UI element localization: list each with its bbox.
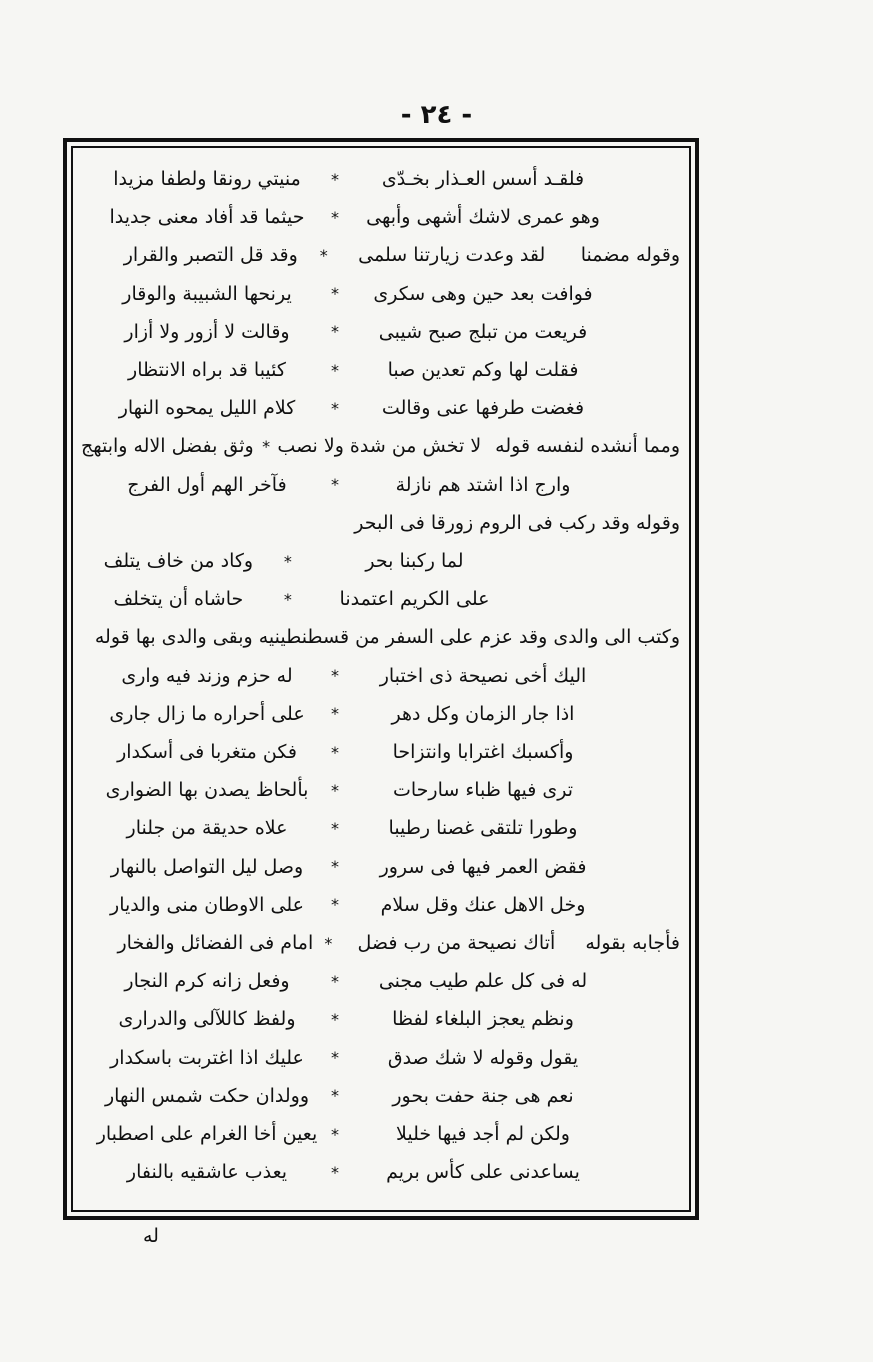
- text-line: [80, 771, 680, 809]
- verse-separator-star: *: [331, 895, 339, 915]
- introduction-text: فأجابه بقوله: [585, 932, 680, 954]
- verse-separator-star: *: [324, 933, 333, 953]
- verse-second-hemistich: فكن متغربا فى أسكدار: [117, 741, 297, 763]
- verse-separator-star: *: [331, 742, 339, 762]
- verse-second-hemistich: وقد قل التصبر والقرار: [123, 244, 298, 267]
- verse-second-hemistich: حاشاه أن يتخلف: [113, 588, 244, 611]
- text-line: [80, 236, 680, 274]
- text-line: [80, 275, 680, 313]
- verse-separator-star: *: [331, 475, 339, 495]
- prose-line: وقوله وقد ركب فى الروم زورقا فى البحر: [354, 511, 680, 534]
- verse-first-hemistich: فغضت طرفها عنى وقالت: [381, 397, 585, 420]
- verse-second-hemistich: كلام الليل يمحوه النهار: [118, 397, 296, 420]
- verse-first-hemistich: له فى كل علم طيب مجنى: [378, 970, 588, 993]
- verse-separator-star: *: [331, 284, 339, 304]
- verse-second-hemistich: على الاوطان منى والديار: [110, 893, 304, 916]
- text-line: [80, 618, 680, 656]
- introduction-text: وقوله مضمنا: [580, 244, 680, 267]
- verse-separator-star: *: [331, 360, 339, 380]
- verse-second-hemistich: عليك اذا اغتربت باسكدار: [110, 1046, 304, 1069]
- verse-second-hemistich: يرنحها الشبيبة والوقار: [122, 282, 292, 305]
- text-line: [80, 657, 680, 695]
- verse-separator-star: *: [331, 1162, 339, 1182]
- prose-line: وكتب الى والدى وقد عزم على السفر من قسطنطينيه وبقى والدى بها قوله: [94, 626, 680, 649]
- verse-second-hemistich: وثق بفضل الاله وابتهج: [80, 435, 254, 458]
- text-line: [80, 1153, 680, 1191]
- verse-first-hemistich: أتاك نصيحة من رب فضل: [357, 932, 556, 954]
- verse-separator-star: *: [331, 818, 339, 838]
- verse-second-hemistich: وفعل زانه كرم النجار: [124, 970, 290, 993]
- verse-second-hemistich: كئيبا قد براه الانتظار: [128, 359, 286, 381]
- text-line: [80, 962, 680, 1000]
- verse-first-hemistich: يقول وقوله لا شك صدق: [387, 1046, 579, 1069]
- text-line: [80, 1115, 680, 1153]
- verse-separator-star: *: [331, 1009, 339, 1029]
- verse-first-hemistich: فلقـد أسس العـذار بخـدّى: [381, 168, 585, 190]
- verse-second-hemistich: وكاد من خاف يتلف: [103, 550, 254, 572]
- page-number: - ٢٤ -: [400, 100, 473, 130]
- verse-separator-star: *: [331, 207, 339, 227]
- verse-second-hemistich: منيتي رونقا ولطفا مزيدا: [113, 168, 301, 190]
- verse-first-hemistich: فقض العمر فيها فى سرور: [379, 855, 587, 878]
- text-line: [80, 1077, 680, 1115]
- verse-separator-star: *: [331, 971, 339, 991]
- text-line: [80, 580, 680, 618]
- text-line: [80, 466, 680, 504]
- verse-first-hemistich: لما ركبنا بحر: [365, 550, 464, 572]
- verse-second-hemistich: على أحراره ما زال جارى: [109, 702, 305, 725]
- text-line: [80, 198, 680, 236]
- verse-first-hemistich: وهو عمرى لاشك أشهى وأبهى: [366, 206, 600, 229]
- verse-separator-star: *: [331, 1086, 339, 1106]
- verse-second-hemistich: يعذب عاشقيه بالنفار: [126, 1161, 288, 1184]
- verse-second-hemistich: يعين أخا الغرام على اصطبار: [96, 1123, 318, 1145]
- verse-separator-star: *: [331, 704, 339, 724]
- verse-first-hemistich: فقلت لها وكم تعدين صبا: [387, 359, 579, 381]
- verse-first-hemistich: لقد وعدت زيارتنا سلمى: [358, 244, 546, 267]
- verse-second-hemistich: حيثما قد أفاد معنى جديدا: [109, 206, 305, 229]
- text-block: [80, 150, 680, 1210]
- verse-first-hemistich: وأكسبك اغترابا وانتزاحا: [392, 741, 574, 763]
- verse-second-hemistich: ولفظ كاللآلى والدرارى: [118, 1008, 296, 1031]
- text-line: [80, 313, 680, 351]
- verse-first-hemistich: وارج اذا اشتد هم نازلة: [395, 473, 571, 496]
- verse-separator-star: *: [262, 436, 271, 456]
- verse-first-hemistich: نعم هى جنة حفت بحور: [392, 1084, 574, 1107]
- text-line: [80, 695, 680, 733]
- verse-separator-star: *: [331, 322, 339, 342]
- verse-separator-star: *: [331, 398, 339, 418]
- catchword: له: [143, 1225, 159, 1247]
- text-line: [80, 427, 680, 465]
- text-line: [80, 733, 680, 771]
- text-line: [80, 351, 680, 389]
- verse-first-hemistich: لا تخش من شدة ولا نصب: [277, 435, 482, 458]
- verse-first-hemistich: اليك أخى نصيحة ذى اختبار: [379, 664, 587, 687]
- text-line: [80, 848, 680, 886]
- verse-first-hemistich: فوافت بعد حين وهى سكرى: [373, 282, 593, 305]
- verse-separator-star: *: [283, 551, 292, 571]
- verse-first-hemistich: على الكريم اعتمدنا: [339, 588, 490, 611]
- verse-first-hemistich: يساعدنى على كأس بريم: [386, 1161, 580, 1184]
- verse-separator-star: *: [331, 1048, 339, 1068]
- verse-first-hemistich: فريعت من تبلج صبح شيبى: [378, 320, 588, 343]
- verse-separator-star: *: [331, 1124, 339, 1144]
- text-line: [80, 1039, 680, 1077]
- verse-second-hemistich: له حزم وزند فيه وارى: [121, 664, 293, 687]
- text-line: [80, 389, 680, 427]
- verse-first-hemistich: ترى فيها ظباء سارحات: [392, 779, 573, 802]
- verse-first-hemistich: اذا جار الزمان وكل دهر: [391, 702, 575, 725]
- verse-separator-star: *: [331, 169, 339, 189]
- verse-second-hemistich: امام فى الفضائل والفخار: [117, 932, 314, 954]
- text-line: [80, 809, 680, 847]
- introduction-text: ومما أنشده لنفسه قوله: [495, 435, 680, 458]
- verse-first-hemistich: وخل الاهل عنك وقل سلام: [380, 893, 586, 916]
- verse-second-hemistich: وقالت لا أزور ولا أزار: [124, 320, 290, 343]
- verse-separator-star: *: [331, 666, 339, 686]
- verse-separator-star: *: [283, 589, 292, 609]
- verse-separator-star: *: [331, 780, 339, 800]
- verse-first-hemistich: ولكن لم أجد فيها خليلا: [396, 1123, 570, 1145]
- text-line: [80, 542, 680, 580]
- verse-separator-star: *: [319, 245, 328, 265]
- verse-second-hemistich: وصل ليل التواصل بالنهار: [110, 855, 304, 878]
- verse-second-hemistich: فآخر الهم أول الفرج: [127, 473, 287, 496]
- text-line: [80, 1000, 680, 1038]
- verse-first-hemistich: ونظم يعجز البلغاء لفظا: [392, 1008, 574, 1031]
- verse-separator-star: *: [331, 857, 339, 877]
- text-line: [80, 160, 680, 198]
- verse-second-hemistich: بألحاظ يصدن بها الضوارى: [105, 779, 309, 802]
- verse-second-hemistich: علاه حديقة من جلنار: [126, 817, 288, 840]
- text-line: [80, 504, 680, 542]
- text-line: [80, 886, 680, 924]
- verse-first-hemistich: وطورا تلتقى غصنا رطيبا: [388, 817, 578, 840]
- text-line: [80, 924, 680, 962]
- verse-second-hemistich: وولدان حكت شمس النهار: [104, 1084, 309, 1107]
